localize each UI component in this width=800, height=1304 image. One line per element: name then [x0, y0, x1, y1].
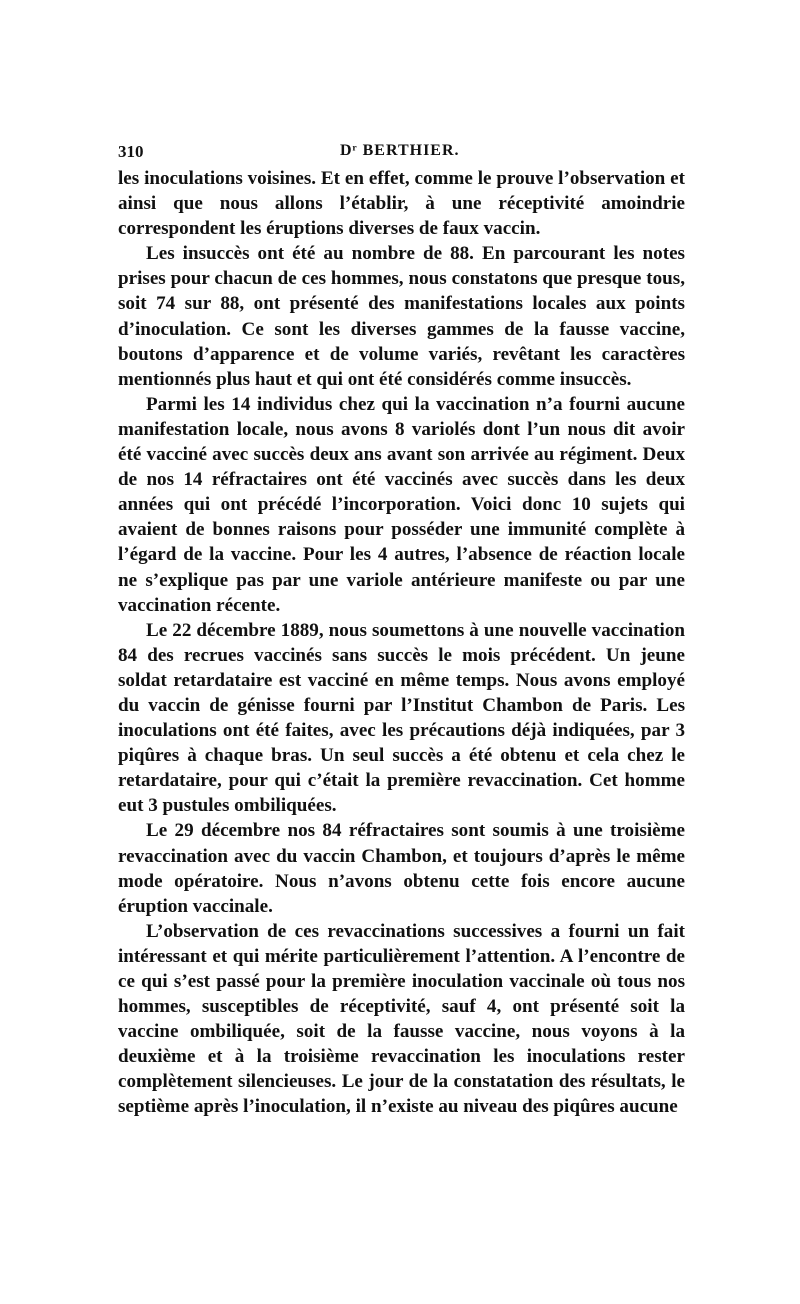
- paragraph: Parmi les 14 individus chez qui la vaccination n’a fourni aucune manifestation locale, nous avons 8 variolés dont l’un nous dit avoir été vacciné avec succès deux ans avant son arrivée au régiment. Deux de nos 14 réfractaires ont été vaccinés avec succès dans les deux années qui ont précédé l’incorporation. Voici donc 10 sujets qui avaient de bonnes raisons pour posséder une immunité complète à l’égard de la vaccine. Pour les 4 autres, l’absence de réaction locale ne s’explique pas par une variole antérieure manifeste ou par une vaccination récente.: [118, 393, 685, 616]
- paragraph: L’observation de ces revaccinations successives a fourni un fait intéressant et qui mérite particulièrement l’attention. A l’encontre de ce qui s’est passé pour la première inoculation vaccinale où tous nos hommes, susceptibles de réceptivité, sauf 4, ont présenté soit la vaccine ombiliquée, soit de la fausse vaccine, nous voyons à la deuxième et à la troisième revaccination les inoculations rester complètement silencieuses. Le jour de la constatation des résultats, le septième après l’inoculation, il n’existe au niveau des piqûres aucune: [118, 920, 685, 1118]
- page-header: [118, 140, 685, 166]
- paragraph-continued: les inoculations voisines. Et en effet, comme le prouve l’observation et ainsi que nous allons l’établir, à une réceptivité amoindrie correspondent les éruptions diverses de faux vaccin.: [118, 168, 685, 240]
- running-head: Dʳ BERTHIER.: [340, 142, 460, 159]
- body-text: [118, 166, 685, 1120]
- paragraph: Le 29 décembre nos 84 réfractaires sont soumis à une troisième revaccination avec du vaccin Chambon, et toujours d’après le même mode opératoire. Nous n’avons obtenu cette fois encore aucune éruption vaccinale.: [118, 820, 685, 917]
- paragraph: Le 22 décembre 1889, nous soumettons à une nouvelle vaccination 84 des recrues vaccinés sans succès le mois précédent. Un jeune soldat retardataire est vacciné en même temps. Nous avons employé du vaccin de génisse fourni par l’Institut Chambon de Paris. Les inoculations ont été faites, avec les précautions déjà indiquées, par 3 piqûres à chaque bras. Un seul succès a été obtenu et cela chez le retardataire, pour qui c’était la première revaccination. Cet homme eut 3 pustules ombiliquées.: [118, 619, 685, 817]
- paragraph: Les insuccès ont été au nombre de 88. En parcourant les notes prises pour chacun de ces hommes, nous constatons que presque tous, soit 74 sur 88, ont présenté des manifestations locales aux points d’inoculation. Ce sont les diverses gammes de la fausse vaccine, boutons d’apparence et de volume variés, revêtant les caractères mentionnés plus haut et qui ont été considérés comme insuccès.: [118, 243, 685, 390]
- book-page: [118, 140, 685, 1120]
- page-number: 310: [118, 142, 144, 161]
